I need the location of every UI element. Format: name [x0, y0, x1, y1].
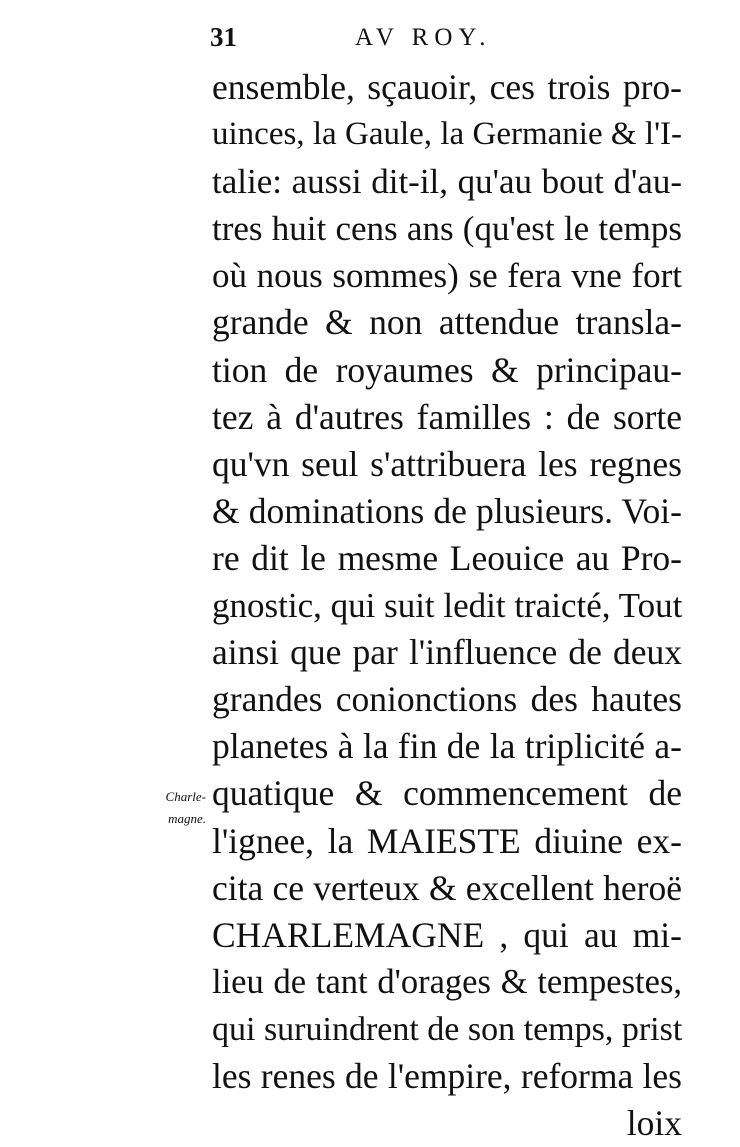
margin-note: [126, 786, 206, 830]
text-line: tez à d'autres familles : de sorte: [212, 396, 682, 437]
text-line: talie: aussi dit-il, qu'au bout d'au-: [212, 162, 682, 202]
margin-note-line: magne.: [168, 811, 206, 826]
body-text: [212, 64, 682, 1147]
text-line: lieu de tant d'orages & tempestes,: [212, 962, 682, 1001]
text-line: ensemble, sçauoir, ces trois pro-: [212, 67, 682, 107]
text-line: cita ce verteux & excellent heroë: [212, 867, 682, 908]
running-head: [210, 22, 680, 62]
text-line: CHARLEMAGNE , qui au mi-: [212, 914, 682, 955]
margin-note-line: Charle-: [165, 789, 206, 804]
text-line: ainsi que par l'influence de deux: [212, 632, 682, 673]
text-line: quatique & commencement de: [212, 773, 682, 814]
text-line: gnostic, qui suit ledit traicté, Tout: [212, 586, 683, 626]
page-number: 31: [210, 22, 237, 52]
text-line: tion de royaumes & principau-: [212, 349, 682, 390]
text-line: uinces, la Gaule, la Germanie & l'I-: [212, 116, 682, 153]
text-line: les renes de l'empire, reforma les: [212, 1055, 682, 1096]
text-line: qu'vn seul s'attribuera les regnes: [212, 443, 682, 484]
text-line: grande & non attendue transla-: [212, 302, 682, 343]
text-line: où nous sommes) se fera vne fort: [212, 256, 682, 296]
text-line: qui suruindrent de son temps, prist: [212, 1010, 683, 1048]
running-title: AV ROY.: [355, 24, 492, 51]
text-line: tres huit cens ans (qu'est le temps: [212, 209, 682, 249]
text-line: re dit le mesme Leouice au Pro-: [212, 537, 682, 578]
text-line: l'ignee, la MAIESTE diuine ex-: [212, 820, 682, 861]
text-line: planetes à la fin de la triplicité a-: [212, 726, 682, 767]
text-line: grandes conionctions des hautes: [212, 679, 682, 720]
text-line: & dominations de plusieurs. Voi-: [212, 490, 682, 531]
catchword: loix: [626, 1103, 682, 1144]
